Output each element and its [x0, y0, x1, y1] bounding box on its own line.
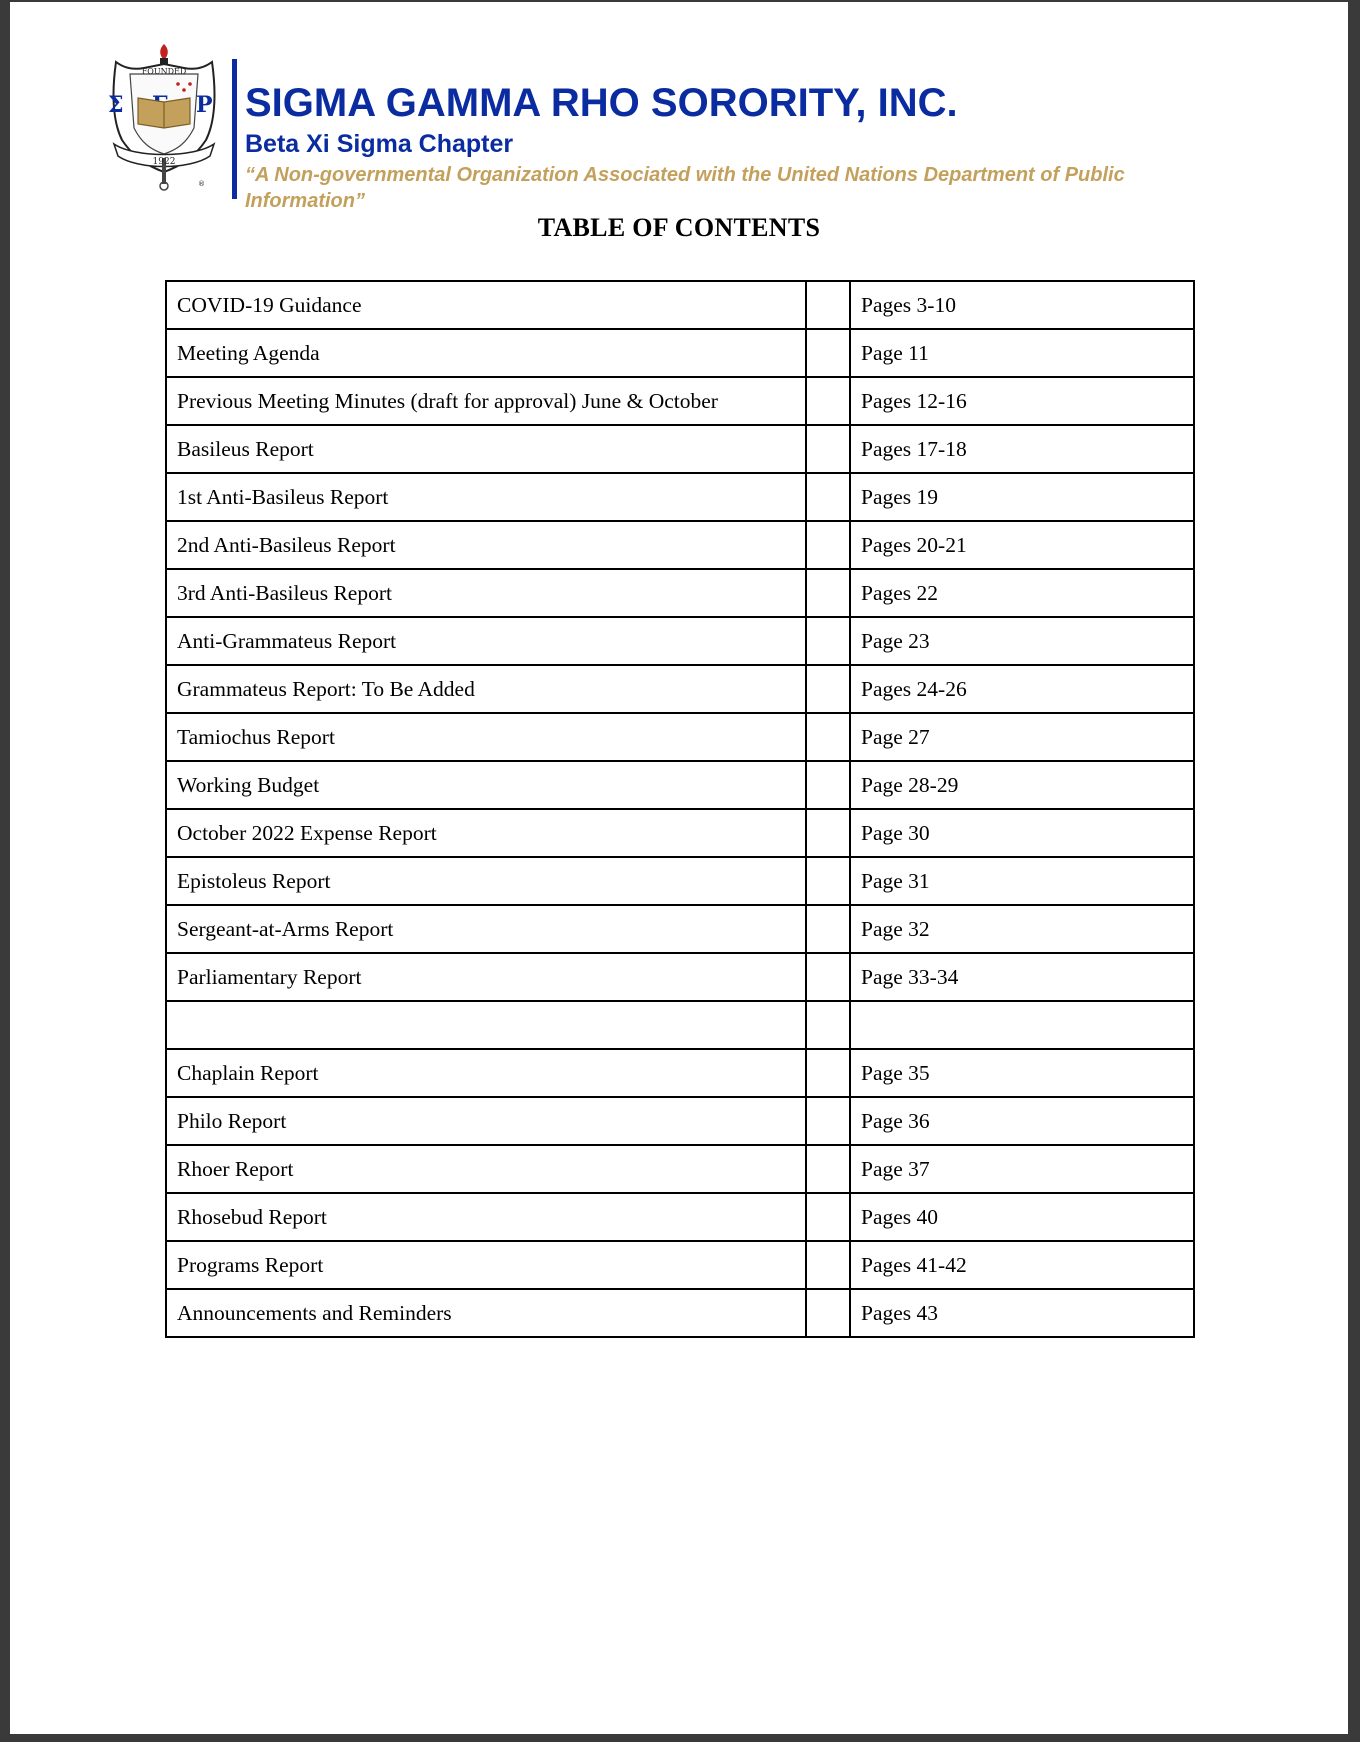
toc-spacer-cell: [806, 857, 850, 905]
toc-item-cell: Rhosebud Report: [166, 1193, 806, 1241]
toc-row: [166, 1193, 1194, 1241]
toc-spacer-cell: [806, 1049, 850, 1097]
toc-spacer-cell: [806, 569, 850, 617]
organization-tagline: “A Non-governmental Organization Associated with the United Nations Department of Public Information”: [245, 164, 1125, 212]
toc-spacer-cell: [806, 1289, 850, 1337]
toc-spacer-cell: [806, 329, 850, 377]
toc-row: [166, 1049, 1194, 1097]
toc-spacer-cell: [806, 473, 850, 521]
toc-pages-cell: Page 30: [850, 809, 1194, 857]
toc-item-cell: Epistoleus Report: [166, 857, 806, 905]
toc-spacer-cell: [806, 521, 850, 569]
toc-item-cell: Announcements and Reminders: [166, 1289, 806, 1337]
toc-row: [166, 857, 1194, 905]
toc-item-cell: Tamiochus Report: [166, 713, 806, 761]
toc-row: [166, 713, 1194, 761]
toc-spacer-cell: [806, 905, 850, 953]
chapter-name: Beta Xi Sigma Chapter: [245, 130, 514, 158]
toc-spacer-cell: [806, 809, 850, 857]
toc-item-cell: 1st Anti-Basileus Report: [166, 473, 806, 521]
toc-row: [166, 569, 1194, 617]
toc-pages-cell: Page 31: [850, 857, 1194, 905]
toc-spacer-cell: [806, 281, 850, 329]
toc-row: [166, 617, 1194, 665]
svg-text:FOUNDED: FOUNDED: [141, 67, 187, 76]
toc-item-cell: Previous Meeting Minutes (draft for approval) June & October: [166, 377, 806, 425]
toc-spacer-cell: [806, 425, 850, 473]
toc-spacer-cell: [806, 713, 850, 761]
toc-row: [166, 425, 1194, 473]
toc-pages-cell: Page 28-29: [850, 761, 1194, 809]
toc-item-cell: Sergeant-at-Arms Report: [166, 905, 806, 953]
toc-table-body: [166, 281, 1194, 1337]
organization-name: SIGMA GAMMA RHO SORORITY, INC.: [245, 81, 958, 125]
toc-item-cell: Philo Report: [166, 1097, 806, 1145]
toc-pages-cell: Page 32: [850, 905, 1194, 953]
toc-pages-cell: Pages 40: [850, 1193, 1194, 1241]
toc-row: [166, 953, 1194, 1001]
toc-spacer-cell: [806, 1001, 850, 1049]
toc-table: [165, 280, 1195, 1338]
toc-pages-cell: Pages 3-10: [850, 281, 1194, 329]
toc-row: [166, 809, 1194, 857]
document-page: [10, 2, 1348, 1734]
toc-item-cell: Chaplain Report: [166, 1049, 806, 1097]
toc-item-cell: Rhoer Report: [166, 1145, 806, 1193]
toc-item-cell: [166, 1001, 806, 1049]
toc-spacer-cell: [806, 1193, 850, 1241]
toc-item-cell: Parliamentary Report: [166, 953, 806, 1001]
toc-pages-cell: Pages 17-18: [850, 425, 1194, 473]
toc-item-cell: 3rd Anti-Basileus Report: [166, 569, 806, 617]
toc-item-cell: Meeting Agenda: [166, 329, 806, 377]
toc-title: TABLE OF CONTENTS: [537, 213, 821, 242]
toc-spacer-cell: [806, 665, 850, 713]
toc-pages-cell: Pages 22: [850, 569, 1194, 617]
svg-text:1922: 1922: [152, 157, 176, 167]
toc-pages-cell: Pages 43: [850, 1289, 1194, 1337]
toc-pages-cell: Pages 19: [850, 473, 1194, 521]
toc-pages-cell: Page 33-34: [850, 953, 1194, 1001]
toc-row: [166, 281, 1194, 329]
toc-spacer-cell: [806, 953, 850, 1001]
toc-spacer-cell: [806, 1097, 850, 1145]
toc-item-cell: Anti-Grammateus Report: [166, 617, 806, 665]
toc-spacer-cell: [806, 761, 850, 809]
toc-spacer-cell: [806, 1241, 850, 1289]
svg-text:Σ: Σ: [108, 92, 124, 118]
toc-pages-cell: Page 35: [850, 1049, 1194, 1097]
toc-pages-cell: Pages 20-21: [850, 521, 1194, 569]
toc-row: [166, 1145, 1194, 1193]
toc-item-cell: Basileus Report: [166, 425, 806, 473]
header-divider-bar: [232, 59, 237, 199]
toc-row: [166, 905, 1194, 953]
svg-text:®: ®: [198, 180, 205, 188]
toc-item-cell: October 2022 Expense Report: [166, 809, 806, 857]
toc-row: [166, 329, 1194, 377]
toc-row: [166, 1241, 1194, 1289]
toc-row: [166, 665, 1194, 713]
toc-row: [166, 473, 1194, 521]
toc-item-cell: COVID-19 Guidance: [166, 281, 806, 329]
toc-pages-cell: Page 23: [850, 617, 1194, 665]
toc-row: [166, 521, 1194, 569]
toc-item-cell: Grammateus Report: To Be Added: [166, 665, 806, 713]
toc-pages-cell: [850, 1001, 1194, 1049]
sorority-crest-logo: [94, 40, 234, 200]
toc-row: [166, 1289, 1194, 1337]
toc-row: [166, 1097, 1194, 1145]
toc-item-cell: 2nd Anti-Basileus Report: [166, 521, 806, 569]
toc-pages-cell: Pages 24-26: [850, 665, 1194, 713]
toc-pages-cell: Page 11: [850, 329, 1194, 377]
toc-pages-cell: Pages 12-16: [850, 377, 1194, 425]
toc-spacer-cell: [806, 377, 850, 425]
svg-text:Ρ: Ρ: [196, 92, 213, 118]
toc-item-cell: Programs Report: [166, 1241, 806, 1289]
toc-pages-cell: Page 27: [850, 713, 1194, 761]
toc-row: [166, 1001, 1194, 1049]
toc-spacer-cell: [806, 1145, 850, 1193]
toc-pages-cell: Pages 41-42: [850, 1241, 1194, 1289]
toc-spacer-cell: [806, 617, 850, 665]
toc-item-cell: Working Budget: [166, 761, 806, 809]
toc-pages-cell: Page 36: [850, 1097, 1194, 1145]
toc-row: [166, 377, 1194, 425]
toc-pages-cell: Page 37: [850, 1145, 1194, 1193]
toc-row: [166, 761, 1194, 809]
